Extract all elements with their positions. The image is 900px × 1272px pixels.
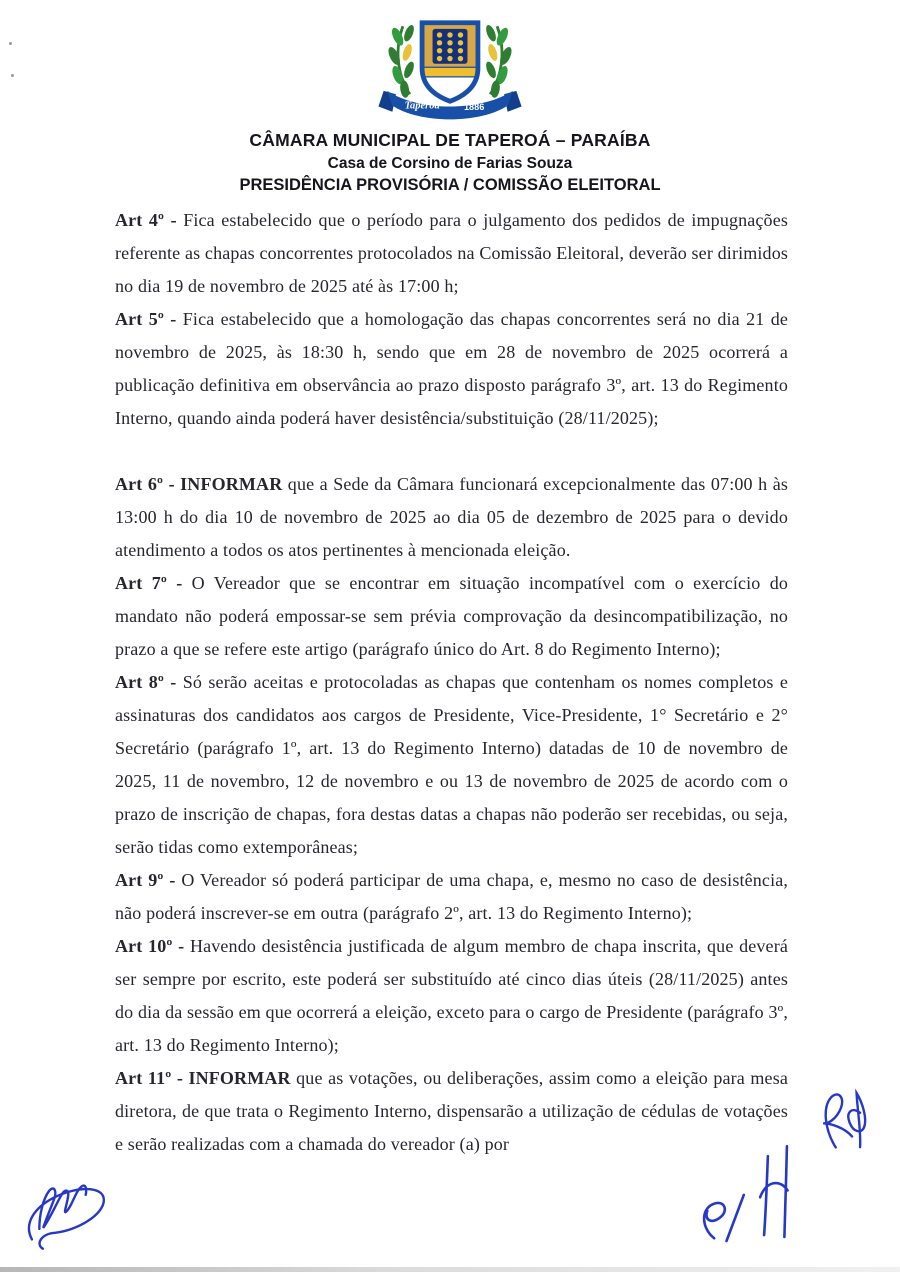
article-5 — [115, 303, 788, 435]
logo-container — [0, 12, 900, 126]
article-10 — [115, 930, 788, 1062]
coat-of-arms-icon — [354, 12, 546, 126]
header-subtitle: Casa de Corsino de Farias Souza — [327, 154, 573, 172]
article-4-text: Fica estabelecido que o período para o julgamento dos pedidos de impugnações referente as chapas concorrentes protocolados na Comissão Eleitoral, deverão ser dirimidos no dia 19 de novembro de 2025 até às 17:00 h; — [115, 210, 788, 296]
shield-icon — [422, 23, 478, 102]
article-7-label: Art 7º - — [115, 573, 183, 593]
article-10-label: Art 10º - — [115, 936, 185, 956]
signature-right-top-icon — [804, 1081, 881, 1170]
article-6-text: que a Sede da Câmara funcionará excepcionalmente das 07:00 h às 13:00 h do dia 10 de novembro de 2025 ao dia 05 de dezembro de 2025 para o devido atendimento a todos os atos pertinentes à mencionada eleição. — [115, 474, 788, 560]
scan-speck — [11, 74, 14, 77]
laurel-left-icon — [386, 24, 416, 99]
header-commission: PRESIDÊNCIA PROVISÓRIA / COMISSÃO ELEITORAL — [239, 176, 661, 195]
document-header — [0, 130, 900, 196]
article-9-label: Art 9º - — [115, 870, 176, 890]
article-11-label: Art 11º - INFORMAR — [115, 1068, 291, 1088]
header-title: CÂMARA MUNICIPAL DE TAPEROÁ – PARAÍBA — [249, 130, 651, 150]
article-8-label: Art 8º - — [115, 672, 177, 692]
article-4 — [115, 204, 788, 303]
article-7 — [115, 567, 788, 666]
article-11 — [115, 1062, 788, 1161]
scan-speck — [9, 42, 12, 45]
article-5-label: Art 5º - — [115, 309, 177, 329]
article-7-text: O Vereador que se encontrar em situação incompatível com o exercício do mandato não poderá empossar-se sem prévia comprovação da desincompatibilização, no prazo a que se refere este artigo (parágrafo único do Art. 8 do Regimento Interno); — [115, 573, 788, 659]
laurel-right-icon — [484, 24, 514, 99]
article-8-text: Só serão aceitas e protocoladas as chapas que contenham os nomes completos e assinaturas dos candidatos aos cargos de Presidente, Vice-Presidente, 1° Secretário e 2° Secretário (parágrafo 1º, art. 13 do Regimento Interno) datadas de 10 de novembro de 2025, 11 de novembro, 12 de novembro e ou 13 de novembro de 2025 de acordo com o prazo de inscrição de chapas, fora destas datas a chapas não poderão ser recebidas, ou seja, serão tidas como extemporâneas; — [115, 672, 788, 857]
banner-year: 1886 — [463, 102, 485, 113]
article-8 — [115, 666, 788, 864]
article-9-text: O Vereador só poderá participar de uma chapa, e, mesmo no caso de desistência, não poderá inscrever-se em outra (parágrafo 2º, art. 13 do Regimento Interno); — [115, 870, 789, 923]
article-9 — [115, 864, 788, 930]
scan-edge-shadow — [0, 1267, 900, 1272]
article-6 — [115, 468, 788, 567]
article-10-text: Havendo desistência justificada de algum membro de chapa inscrita, que deverá ser sempre por escrito, este poderá ser substituído até cinco dias úteis (28/11/2025) antes do dia da sessão em que ocorrerá a eleição, exceto para o cargo de Presidente (parágrafo 3º, art. 13 do Regimento Interno); — [115, 936, 788, 1055]
banner-text: Taperoá — [404, 100, 440, 112]
article-5-text: Fica estabelecido que a homologação das chapas concorrentes será no dia 21 de novembro de 2025, às 18:30 h, sendo que em 28 de novembro de 2025 ocorrerá a publicação definitiva em observância ao prazo disposto parágrafo 3º, art. 13 do Regimento Interno, quando ainda poderá haver desistência/substituição (28/11/2025); — [115, 309, 789, 428]
signature-left-icon — [5, 1145, 132, 1265]
document-body — [115, 204, 788, 1161]
article-11-text: que as votações, ou deliberações, assim como a eleição para mesa diretora, de que trata o Regimento Interno, dispensarão a utilização de cédulas de votações e serão realizadas com a chamada do vereador (a) por — [115, 1068, 788, 1154]
article-6-label: Art 6º - INFORMAR — [115, 474, 283, 494]
article-4-label: Art 4º - — [115, 210, 177, 230]
